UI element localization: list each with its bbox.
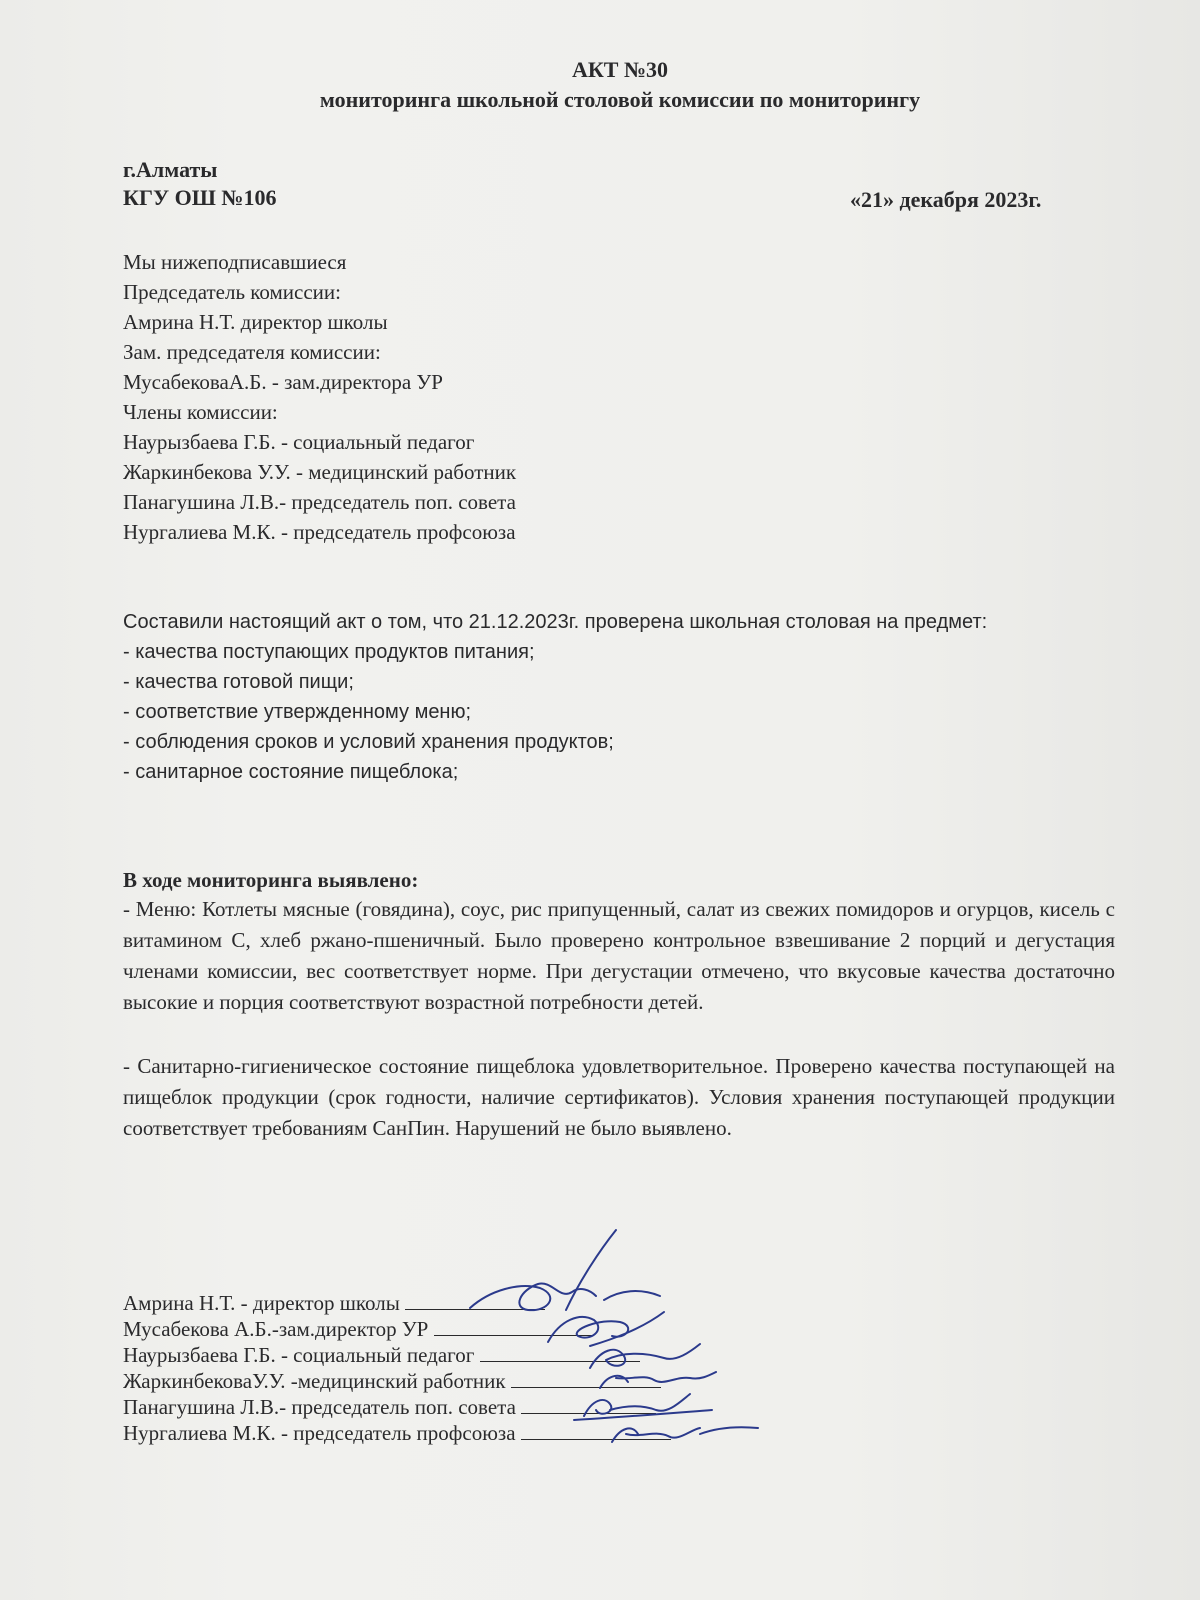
signature-row <box>123 1342 640 1368</box>
document-title: АКТ №30 <box>571 57 669 82</box>
signature-row <box>123 1420 671 1446</box>
findings-title: В ходе мониторинга выявлено: <box>123 868 419 892</box>
signature-label: Мусабекова А.Б.-зам.директор УР <box>123 1317 429 1341</box>
member-line: Наурызбаева Г.Б. - социальный педагог <box>123 430 475 454</box>
signature-row <box>123 1316 594 1342</box>
scope-item: - соблюдения сроков и условий хранения продуктов; <box>123 731 614 753</box>
signature-mark <box>566 1230 616 1310</box>
scope-item: - качества поступающих продуктов питания; <box>123 641 535 663</box>
organization-label: КГУ ОШ №106 <box>123 185 277 210</box>
document-subtitle: мониторинга школьной столовой комиссии по мониторингу <box>319 87 921 112</box>
city-label: г.Алматы <box>123 157 218 182</box>
scope-intro: Составили настоящий акт о том, что 21.12.2023г. проверена школьная столовая на предмет: <box>123 611 988 633</box>
member-line: Члены комиссии: <box>123 400 278 424</box>
member-line: Зам. председателя комиссии: <box>123 340 381 364</box>
signature-line <box>521 1395 656 1414</box>
signature-line <box>511 1369 661 1388</box>
signature-label: Наурызбаева Г.Б. - социальный педагог <box>123 1343 475 1367</box>
members-intro: Мы нижеподписавшиеся <box>123 250 347 274</box>
findings-paragraph-sanitary: - Санитарно-гигиеническое состояние пищеблока удовлетворительное. Проверено качества поступающей на пищеблок продукции (срок годности, наличие сертификатов). Условия хранения поступающей продукции соответствует требованиям СанПин. Нарушений не было выявлено. <box>123 1054 1115 1140</box>
findings-paragraph-menu: - Меню: Котлеты мясные (говядина), соус, рис припущенный, салат из свежих помидоров и огурцов, кисель с витамином С, хлеб ржано-пшеничный. Было проверено контрольное взвешивание 2 порций и дегустация членами комиссии, вес соответствует норме. При дегустации отмечено, что вкусовые качества достаточно высокие и порция соответствуют возрастной потребности детей. <box>123 897 1115 1014</box>
scope-item: - соответствие утвержденному меню; <box>123 701 472 723</box>
signature-label: Нургалиева М.К. - председатель профсоюза <box>123 1421 516 1445</box>
member-line: Председатель комиссии: <box>123 280 341 304</box>
signature-label: Панагушина Л.В.- председатель поп. совета <box>123 1395 516 1419</box>
signature-label: ЖаркинбековаУ.У. -медицинский работник <box>123 1369 506 1393</box>
member-line: Панагушина Л.В.- председатель поп. совета <box>123 490 516 514</box>
signature-line <box>521 1421 671 1440</box>
member-line: Жаркинбекова У.У. - медицинский работник <box>123 460 517 484</box>
member-line: Амрина Н.Т. директор школы <box>123 310 388 334</box>
scope-item: - санитарное состояние пищеблока; <box>123 761 459 783</box>
signature-row <box>123 1394 656 1420</box>
signature-mark <box>604 1291 660 1300</box>
member-line: МусабековаА.Б. - зам.директора УР <box>123 370 443 394</box>
member-line: Нургалиева М.К. - председатель профсоюза <box>123 520 516 544</box>
signature-mark <box>590 1312 664 1346</box>
signature-line <box>480 1343 640 1362</box>
document-date: «21» декабря 2023г. <box>850 187 1042 212</box>
scope-item: - качества готовой пищи; <box>123 671 354 693</box>
signature-label: Амрина Н.Т. - директор школы <box>123 1291 400 1315</box>
signature-line <box>405 1291 545 1310</box>
signature-row <box>123 1290 545 1316</box>
signature-line <box>434 1317 594 1336</box>
signature-row <box>123 1368 661 1394</box>
